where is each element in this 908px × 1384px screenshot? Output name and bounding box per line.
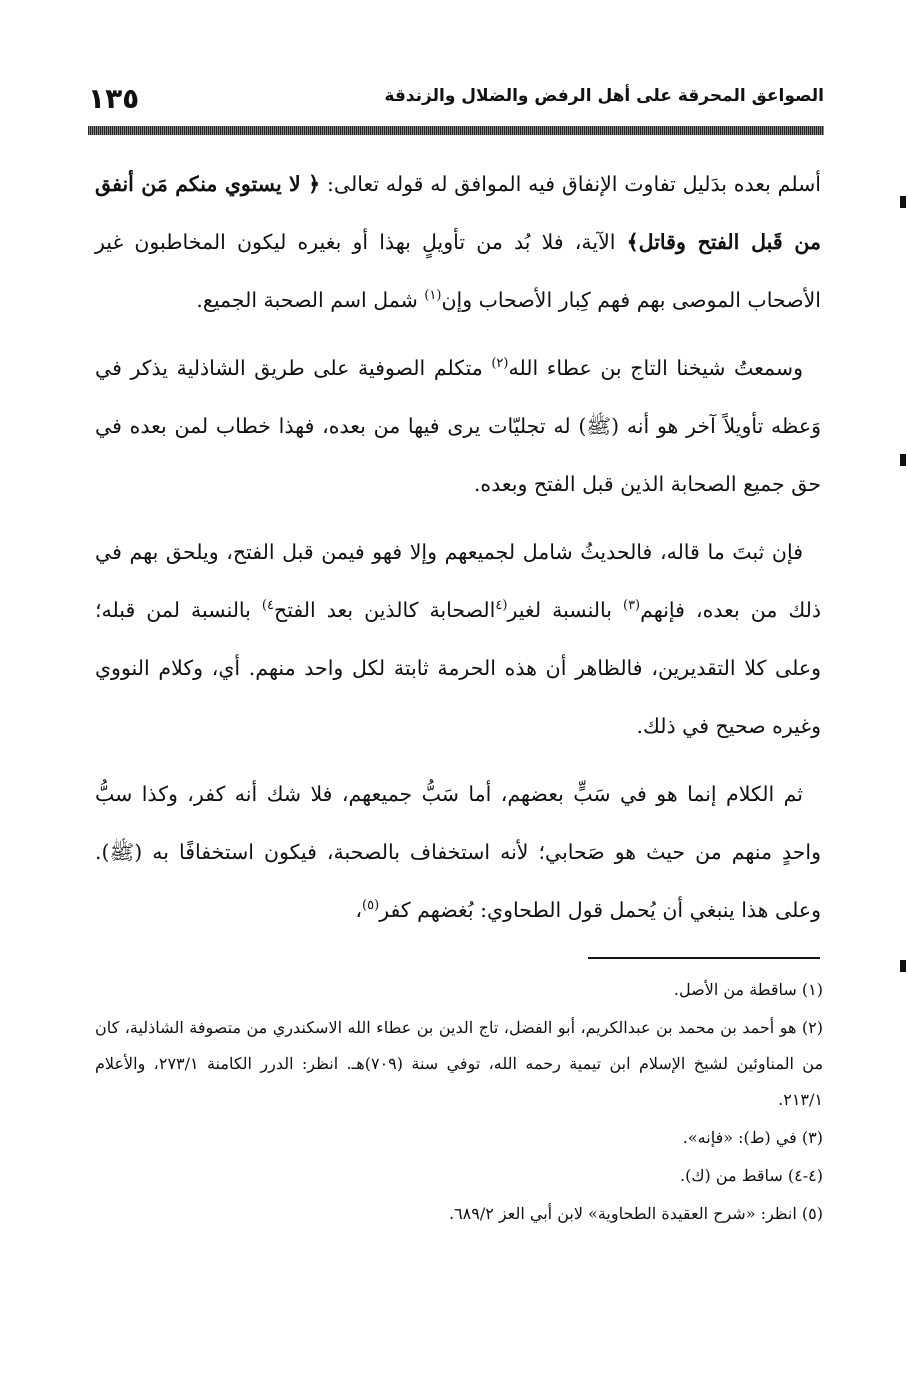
paragraph-4 [95,765,821,939]
text-run: ثم الكلام إنما هو في سَبٍّ بعضهم، أما سَبُّ جميعهم، فلا شك أنه كفر، وكذا سبُّ واحدٍ منهم من حيث هو صَحابي؛ لأنه استخفاف بالصحبة، فيكون استخفافًا به (ﷺ). وعلى هذا ينبغي أن يُحمل قول الطحاوي: بُغضهم كفر [95,782,821,922]
main-text [95,155,821,949]
header-rule [88,126,824,135]
footnotes [95,972,823,1234]
footnote-ref-5[interactable]: (٥) [362,898,380,914]
footnote-4: (٤-٤) ساقط من (ك). [680,1166,823,1185]
footnote-2: (٢) هو أحمد بن محمد بن عبدالكريم، أبو الفضل، تاج الدين بن عطاء الله الاسكندري من متصوفة الشاذلية، كان من المناوئين لشيخ الإسلام ابن تيمية رحمه الله، توفي سنة (٧٠٩)هـ. انظر: الدرر الكامنة ٢٧٣/١، والأعلام ٢١٣/١. [95,1018,824,1109]
text-run: بالنسبة لمن قبله؛ وعلى كلا التقديرين، فالظاهر أن هذه الحرمة ثابتة لكل واحد منهم. أي، وكلام النووي وغيره صحيح في ذلك. [95,598,821,738]
page-number: ١٣٥ [88,82,140,115]
text-run: بالنسبة لغير [507,598,623,622]
text-run: فإن ثبتَ ما قاله، فالحديثُ شامل لجميعهم وإلا فهو فيمن قبل الفتح، ويلحق بهم في ذلك من بعده، فإنهم [95,540,822,622]
text-run: ، [355,898,363,922]
footnote-3: (٣) في (ط): «فإنه». [682,1128,823,1147]
text-run: شمل اسم الصحبة الجميع. [196,288,425,312]
footnote-ref-4-close[interactable]: ٤) [261,598,274,614]
footnote-1: (١) ساقطة من الأصل. [673,980,823,999]
paragraph-2 [95,339,821,513]
footnote-ref-1[interactable]: (١) [424,288,442,304]
running-title: الصواعق المحرقة على أهل الرفض والضلال والزندقة [384,86,824,106]
margin-mark [900,196,906,208]
paragraph-1 [95,155,821,329]
text-run: الآية، فلا بُد من تأويلٍ بهذا أو بغيره ليكون المخاطبون غير الأصحاب الموصى بهم فهم كِبار الأصحاب وإن [95,230,821,312]
page-header [88,82,824,122]
footnote-ref-4-open[interactable]: (٤ [495,598,508,614]
text-run: أسلم بعده بدَليل تفاوت الإنفاق فيه الموافق له قوله تعالى: [320,172,821,196]
text-run: وسمعتُ شيخنا التاج بن عطاء الله [508,356,803,380]
text-run: متكلم الصوفية على طريق الشاذلية يذكر في وَعظه تأويلاً آخر هو أنه (ﷺ) له تجليّات يرى فيها من بعده، فهذا خطاب لمن بعده في حق جميع الصحابة الذين قبل الفتح وبعده. [95,356,821,496]
quran-verse: ﴿ لا يستوي منكم مَن أنفق من قَبل الفتح وقاتل﴾ [95,172,821,254]
footnote-separator [588,957,820,959]
footnote-ref-3[interactable]: (٣) [622,598,641,614]
footnote-ref-2[interactable]: (٢) [491,356,509,372]
paragraph-3 [95,523,821,755]
margin-mark [900,454,906,466]
footnote-5: (٥) انظر: «شرح العقيدة الطحاوية» لابن أبي العز ٦٨٩/٢. [448,1204,823,1223]
margin-mark [900,960,906,972]
text-run: الصحابة كالذين بعد الفتح [273,598,496,622]
